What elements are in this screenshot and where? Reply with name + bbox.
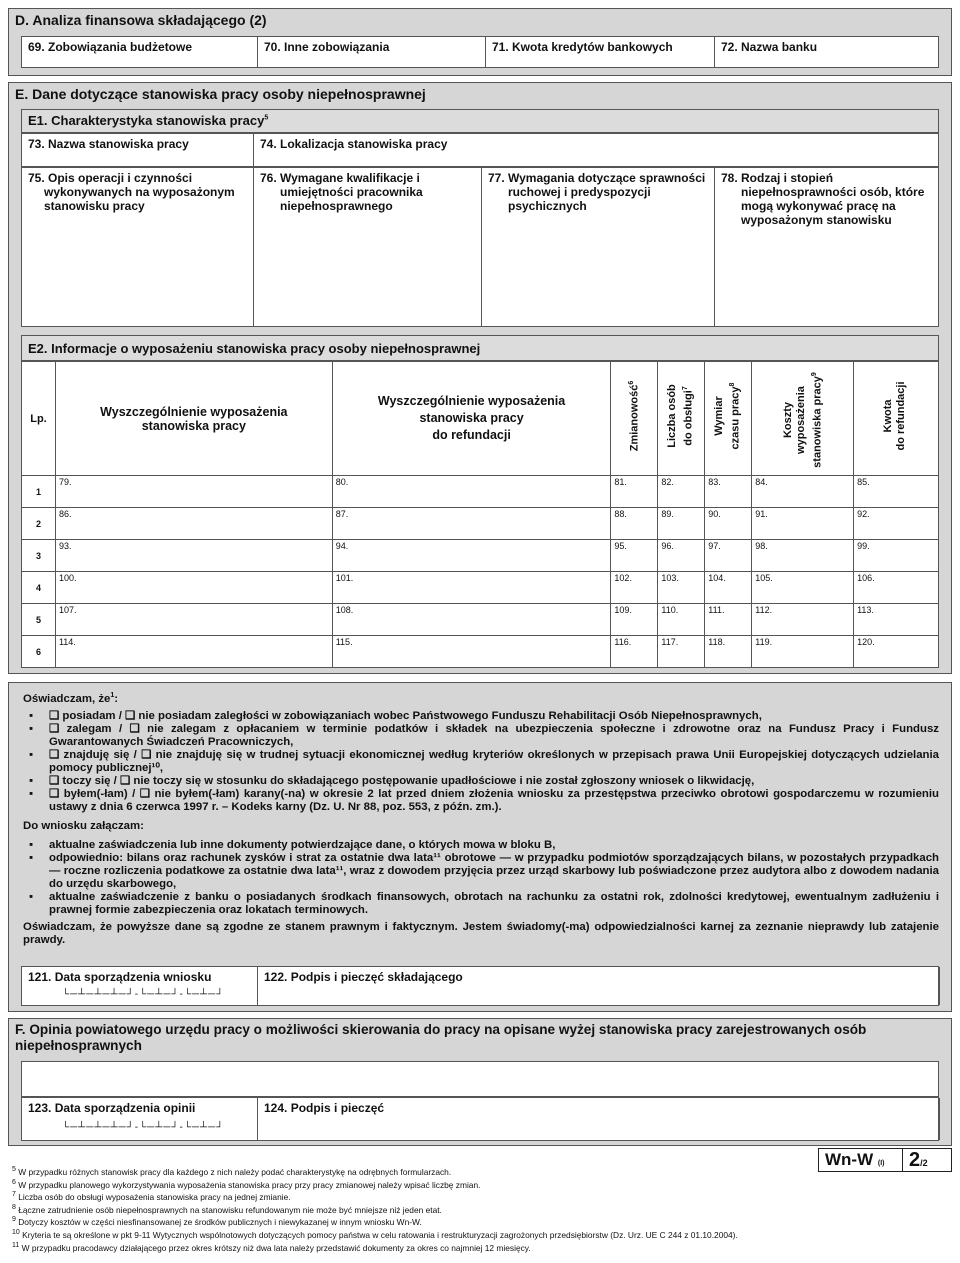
footnote-num: 7: [12, 1191, 16, 1199]
table-cell[interactable]: 81.: [611, 476, 658, 508]
declaration-item-text: ❑ byłem(-łam) / ❑ nie byłem(-łam) karany(-na) w okresie 2 lat przed dniem złożenia wniosku za przestępstwa przeciwko obrotowi gospodarczemu w rozumieniu ustawy z dnia 6 czerwca 1997 r. – Kodeks karny (Dz. U. Nr 88, poz. 553, z późn. zm.).: [49, 787, 939, 813]
table-cell[interactable]: 107.: [55, 604, 332, 636]
declaration-item[interactable]: ▪ ❑ toczy się / ❑ nie toczy się w stosunku do składającego postępowanie upadłościowe i nie został zgłoszony wniosek o likwidację,: [29, 774, 755, 787]
page-current: 2: [909, 1149, 921, 1171]
footnote-text: Liczba osób do obsługi wyposażenia stanowiska pracy na jednej zmianie.: [18, 1191, 291, 1202]
declaration-item-text: ❑ toczy się / ❑ nie toczy się w stosunku do składającego postępowanie upadłościowe i nie został zgłoszony wniosek o likwidację,: [49, 774, 755, 787]
row-lp: 3: [22, 540, 56, 572]
table-cell[interactable]: 94.: [332, 540, 611, 572]
col-time-label: Wymiar czasu pracy: [713, 386, 742, 450]
field-72-bank-name[interactable]: 72. Nazwa banku: [721, 40, 818, 54]
date-mask-121: └─┴─┴─┴─┘-└─┴─┘-└─┴─┘: [62, 989, 225, 1000]
col-refund-header-text2: do refundacji: [432, 428, 511, 442]
table-cell[interactable]: 103.: [658, 572, 705, 604]
table-cell[interactable]: 99.: [854, 540, 939, 572]
table-row: [22, 476, 939, 508]
declaration-item-text: ❑ znajduję się / ❑ nie znajduję się w trudnej sytuacji ekonomicznej według kryteriów określonych w przepisach prawa Unii Europejskiej dotyczących udzielania pomocy publicznej¹⁰,: [49, 748, 939, 774]
field-70-other-liabilities[interactable]: 70. Inne zobowiązania: [258, 37, 486, 67]
footnote: [12, 1228, 952, 1241]
footnote-num: 8: [12, 1203, 16, 1211]
field-121-label: 121. Data sporządzenia wniosku: [28, 970, 212, 984]
table-cell[interactable]: 84.: [752, 476, 854, 508]
field-78-disability-type[interactable]: 78. Rodzaj i stopień niepełnosprawności osób, które mogą wykonywać pracę na wyposażonym stanowisku: [721, 171, 925, 227]
col-cost-sup: 9: [811, 372, 819, 377]
section-d-title: D. Analiza finansowa składającego (2): [15, 12, 267, 28]
declaration-item[interactable]: ▪ ❑ posiadam / ❑ nie posiadam zaległości w zobowiązaniach wobec Państwowego Funduszu Rehabilitacji Osób Niepełnosprawnych,: [29, 709, 762, 722]
table-cell[interactable]: 88.: [611, 508, 658, 540]
footnote-text: W przypadku planowego wykorzystywania wyposażenia stanowiska pracy przy pracy zmianowej należy wpisać liczbę zmian.: [18, 1179, 481, 1190]
table-cell[interactable]: 111.: [705, 604, 752, 636]
field-75-operations[interactable]: 75. Opis operacji i czynności wykonywanych na wyposażonym stanowisku pracy: [22, 168, 254, 326]
table-cell[interactable]: 105.: [752, 572, 854, 604]
table-cell[interactable]: 114.: [55, 636, 332, 668]
table-cell[interactable]: 93.: [55, 540, 332, 572]
table-cell[interactable]: 100.: [55, 572, 332, 604]
col-cost-label: Koszty wyposażenia stanowiska pracy: [782, 376, 824, 468]
table-cell[interactable]: 95.: [611, 540, 658, 572]
form-code-text: Wn-W: [825, 1150, 874, 1169]
table-cell[interactable]: 109.: [611, 604, 658, 636]
footnote-num: 10: [12, 1228, 20, 1236]
table-cell[interactable]: 112.: [752, 604, 854, 636]
declaration-item-text: ❑ posiadam / ❑ nie posiadam zaległości w zobowiązaniach wobec Państwowego Funduszu Rehabilitacji Osób Niepełnosprawnych,: [49, 709, 762, 722]
table-cell[interactable]: 92.: [854, 508, 939, 540]
attachments-title: Do wniosku załączam:: [23, 819, 144, 832]
col-cost-header: [752, 362, 854, 476]
table-row: [22, 604, 939, 636]
col-people-sup: 7: [682, 386, 690, 391]
row-lp: 6: [22, 636, 56, 668]
footnote-num: 6: [12, 1178, 16, 1186]
section-d-fields: [21, 36, 939, 68]
date-mask-123: └─┴─┴─┴─┘-└─┴─┘-└─┴─┘: [62, 1122, 225, 1133]
form-code-sub: (I): [877, 1160, 885, 1167]
opinion-signature-row: [21, 1097, 939, 1141]
field-76-qualifications[interactable]: 76. Wymagane kwalifikacje i umiejętności pracownika niepełnosprawnego: [254, 168, 482, 326]
col-people-label: Liczba osób do obsługi: [666, 384, 696, 448]
table-cell[interactable]: 79.: [55, 476, 332, 508]
table-cell[interactable]: 104.: [705, 572, 752, 604]
footnote: [12, 1190, 952, 1203]
signature-row: [21, 966, 939, 1006]
table-cell[interactable]: 120.: [854, 636, 939, 668]
section-d: [8, 8, 952, 76]
field-74-job-location[interactable]: 74. Lokalizacja stanowiska pracy: [260, 137, 448, 151]
col-time-sup: 8: [729, 382, 737, 387]
table-cell[interactable]: 90.: [705, 508, 752, 540]
table-cell[interactable]: 97.: [705, 540, 752, 572]
footnote-num: 11: [12, 1241, 20, 1249]
table-cell[interactable]: 115.: [332, 636, 611, 668]
field-71-bank-credit[interactable]: 71. Kwota kredytów bankowych: [486, 37, 715, 67]
declarations-section: [8, 682, 952, 1012]
footnote-text: Łączne zatrudnienie osób niepełnosprawnych na stanowisku refundowanym nie może być mniejsze niż jeden etat.: [18, 1204, 442, 1215]
e1-title-sup: 5: [264, 114, 269, 122]
table-cell[interactable]: 113.: [854, 604, 939, 636]
col-refund-header: [332, 362, 611, 476]
field-124-signature[interactable]: 124. Podpis i pieczęć: [258, 1098, 940, 1140]
declaration-list: [23, 710, 939, 814]
declaration-item-text: ❑ zalegam / ❑ nie zalegam z opłacaniem w terminie podatków i składek na ubezpieczenia społeczne i zdrowotne oraz na Fundusz Pracy i Fundusz Gwarantowanych Świadczeń Pracowniczych,: [49, 722, 939, 748]
final-statement: Oświadczam, że powyższe dane są zgodne ze stanem prawnym i faktycznym. Jestem świadomy(-ma) odpowiedzialności karnej za zeznanie nieprawdy lub zatajenie prawdy.: [23, 920, 939, 946]
field-123-date[interactable]: [22, 1098, 258, 1140]
attachments-list: [23, 839, 939, 917]
table-cell[interactable]: 85.: [854, 476, 939, 508]
table-cell[interactable]: 83.: [705, 476, 752, 508]
page-total: /2: [920, 1158, 928, 1168]
declaration-item[interactable]: ▪ ❑ byłem(-łam) / ❑ nie byłem(-łam) karany(-na) w okresie 2 lat przed dniem złożenia wniosku za przestępstwa przeciwko obrotowi gospodarczemu w rozumieniu ustawy z dnia 6 czerwca 1997 r. – Kodeks karny (Dz. U. Nr 88, poz. 553, z późn. zm.).: [29, 787, 939, 813]
table-cell[interactable]: 89.: [658, 508, 705, 540]
table-cell[interactable]: 86.: [55, 508, 332, 540]
section-e-title: E. Dane dotyczące stanowiska pracy osoby niepełnosprawnej: [15, 86, 426, 102]
footnote-num: 5: [12, 1166, 16, 1173]
field-123-label: 123. Data sporządzenia opinii: [28, 1101, 196, 1115]
table-cell[interactable]: 80.: [332, 476, 611, 508]
table-cell[interactable]: 110.: [658, 604, 705, 636]
table-cell[interactable]: 117.: [658, 636, 705, 668]
e2-equipment-table: [21, 361, 939, 668]
attachment-item: ▪ odpowiednio: bilans oraz rachunek zysków i strat za ostatnie dwa lata¹¹ obrotowe — w przypadku podmiotów sporządzających bilans, w pozostałych przypadkach — roczne rozliczenia podatkowe za ostatnie dwa lata¹¹, wraz z dowodem przyjęcia przez urząd skarbowy lub poświadczone przez audytora albo z dowodem nadania do urzędu skarbowego,: [29, 851, 939, 890]
footnotes: [12, 1165, 952, 1253]
col-lp-header: Lp.: [22, 362, 56, 476]
col-refund-header-text: Wyszczególnienie wyposażenia stanowiska pracy: [377, 394, 566, 425]
row-lp: 2: [22, 508, 56, 540]
attachment-item: ▪ aktualne zaświadczenia lub inne dokumenty potwierdzające dane, o których mowa w bloku B,: [29, 838, 556, 851]
e1-title: [21, 109, 939, 133]
declaration-item[interactable]: ▪ ❑ znajduję się / ❑ nie znajduję się w trudnej sytuacji ekonomicznej według kryteriów określonych w przepisach prawa Unii Europejskiej dotyczących udzielania pomocy publicznej¹⁰,: [29, 748, 939, 774]
e1-title-text: E1. Charakterystyka stanowiska pracy: [28, 113, 265, 128]
col-amount-label: Kwota do refundacji: [882, 381, 908, 451]
table-cell[interactable]: 91.: [752, 508, 854, 540]
section-f: [8, 1018, 952, 1146]
table-cell[interactable]: 106.: [854, 572, 939, 604]
declarations-text: [23, 689, 939, 947]
attachment-item-text: aktualne zaświadczenia lub inne dokumenty potwierdzające dane, o których mowa w bloku B,: [49, 838, 556, 851]
col-item-header: Wyszczególnienie wyposażenia stanowiska pracy: [55, 362, 332, 476]
table-cell[interactable]: 118.: [705, 636, 752, 668]
e1-row1: [21, 133, 939, 167]
footnote-text: Dotyczy kosztów w części niesfinansowanej ze środków publicznych i niewykazanej w innym wniosku Wn-W.: [18, 1217, 422, 1228]
attachment-item-text: odpowiednio: bilans oraz rachunek zysków i strat za ostatnie dwa lata¹¹ obrotowe — w przypadku podmiotów sporządzających bilans, w pozostałych przypadkach — roczne rozliczenia podatkowe za ostatnie dwa lata¹¹, wraz z dowodem przyjęcia przez urząd skarbowy lub poświadczone przez audytora albo z dowodem nadania do urzędu skarbowego,: [49, 851, 939, 890]
table-cell[interactable]: 101.: [332, 572, 611, 604]
table-cell[interactable]: 98.: [752, 540, 854, 572]
declaration-item[interactable]: ▪ ❑ zalegam / ❑ nie zalegam z opłacaniem w terminie podatków i składek na ubezpieczenia społeczne i zdrowotne oraz na Fundusz Pracy i Fundusz Gwarantowanych Świadczeń Pracowniczych,: [29, 722, 939, 748]
field-73-job-name[interactable]: 73. Nazwa stanowiska pracy: [22, 134, 254, 166]
footnote-num: 9: [12, 1216, 16, 1224]
col-people-header: [658, 362, 705, 476]
row-lp: 1: [22, 476, 56, 508]
col-shift-sup: 6: [628, 380, 636, 385]
table-cell[interactable]: 116.: [611, 636, 658, 668]
field-69-budget-liabilities[interactable]: 69. Zobowiązania budżetowe: [22, 37, 258, 67]
field-122-signature[interactable]: 122. Podpis i pieczęć składającego: [258, 967, 940, 1005]
table-cell[interactable]: 82.: [658, 476, 705, 508]
e2-header-row: [22, 362, 939, 476]
footnote: [12, 1165, 952, 1178]
table-cell[interactable]: 108.: [332, 604, 611, 636]
declaration-title: Oświadczam, $że^1$:: [23, 692, 119, 705]
col-time-header: [705, 362, 752, 476]
row-lp: 5: [22, 604, 56, 636]
footnote: [12, 1203, 952, 1216]
attachment-item-text: aktualne zaświadczenie z banku o posiadanych środkach finansowych, obrotach na rachunku za ostatni rok, zdolności kredytowej, ewentualnym zadłużeniu i prawnej formie zabezpieczenia oraz lokatach terminowych.: [49, 890, 939, 916]
table-row: [22, 540, 939, 572]
attachment-item: ▪ aktualne zaświadczenie z banku o posiadanych środkach finansowych, obrotach na rachunku za ostatni rok, zdolności kredytowej, ewentualnym zadłużeniu i prawnej formie zabezpieczenia oraz lokatach terminowych.: [29, 890, 939, 916]
declaration-title-sup: 1: [110, 692, 115, 699]
table-row: [22, 508, 939, 540]
footnote-text: Kryteria te są określone w pkt 9-11 Wytycznych wspólnotowych dotyczących pomocy państwa w celu ratowania i restrukturyzacji zagrożonych przedsiębiorstw (Dz. Urz. UE C 244 z 01.10.2004).: [22, 1229, 738, 1240]
table-cell[interactable]: 96.: [658, 540, 705, 572]
e2-title: E2. Informacje o wyposażeniu stanowiska pracy osoby niepełnosprawnej: [21, 335, 939, 361]
footnote: [12, 1215, 952, 1228]
table-row: [22, 572, 939, 604]
table-cell[interactable]: 87.: [332, 508, 611, 540]
opinion-field[interactable]: [21, 1061, 939, 1097]
footnote: [12, 1178, 952, 1191]
col-shift-label: Zmianowość: [629, 384, 642, 452]
col-amount-header: [854, 362, 939, 476]
section-f-title: F. Opinia powiatowego urzędu pracy o możliwości skierowania do pracy na opisane wyżej stanowiska pracy zarejestrowanych osób niepełnosprawnych: [15, 1022, 867, 1053]
footnote-text: W przypadku pracodawcy działającego przez okres krótszy niż dwa lata należy przedstawić dokumenty za okres co najmniej 12 miesięcy.: [21, 1242, 531, 1253]
table-cell[interactable]: 102.: [611, 572, 658, 604]
row-lp: 4: [22, 572, 56, 604]
section-e: [8, 82, 952, 674]
col-shift-header: [611, 362, 658, 476]
table-row: [22, 636, 939, 668]
declaration-title-text: Oświadczam, że: [23, 692, 111, 705]
footnote-text: W przypadku różnych stanowisk pracy dla każdego z nich należy podać charakterystykę na odrębnych formularzach.: [18, 1166, 452, 1177]
field-77-requirements[interactable]: 77. Wymagania dotyczące sprawności ruchowej i predyspozycji psychicznych: [482, 168, 715, 326]
footnote: [12, 1241, 952, 1254]
table-cell[interactable]: 119.: [752, 636, 854, 668]
e1-row2: [21, 167, 939, 327]
